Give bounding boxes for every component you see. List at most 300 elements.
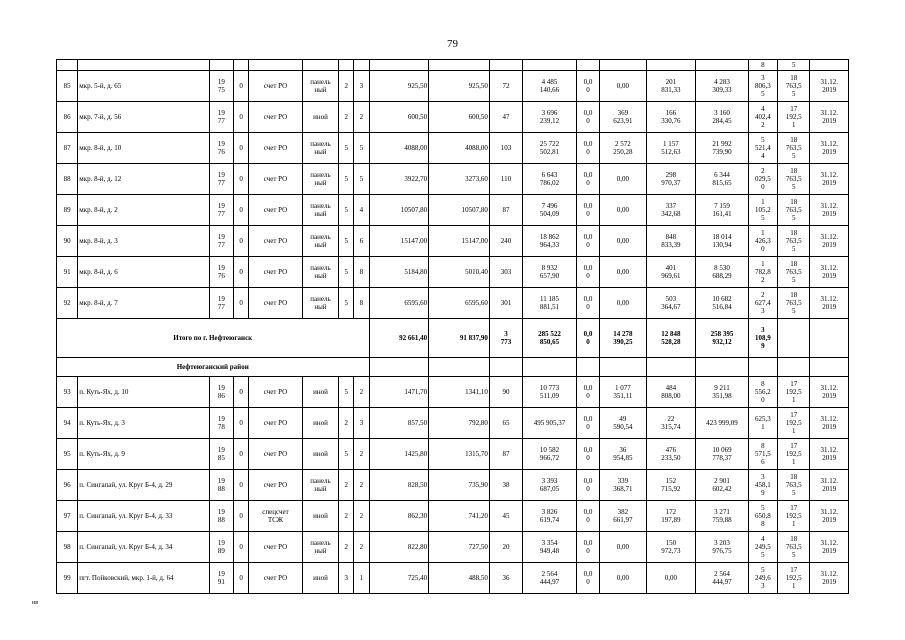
table-row xyxy=(57,288,849,319)
empty-cell xyxy=(489,358,522,377)
max-unit-cost-cell: 18 763,5 5 xyxy=(778,257,810,288)
fund-method-cell: счет РО xyxy=(249,288,303,319)
total-area-cell: 828,50 xyxy=(369,470,429,501)
zero-value-cell: 0 xyxy=(233,377,248,408)
table-row xyxy=(57,133,849,164)
unit-cost-cell: 5 521,4 4 xyxy=(748,133,777,164)
entrances-cell: 3 xyxy=(354,71,369,102)
zero-value-cell: 0 xyxy=(233,470,248,501)
total-cost-cell: 495 905,37 xyxy=(523,408,577,439)
unit-cost-cell: 5 650,8 8 xyxy=(748,501,777,532)
table-row xyxy=(57,377,849,408)
total-label: Итого по г. Нефтеюганск xyxy=(57,319,370,358)
total-area-cell: 857,50 xyxy=(369,408,429,439)
residents-cell: 87 xyxy=(489,439,522,470)
empty-cell xyxy=(429,358,490,377)
floors-cell: 5 xyxy=(339,195,354,226)
zero-value-cell: 0 xyxy=(233,501,248,532)
residents-cell: 65 xyxy=(489,408,522,439)
total-cost-cell: 2 564 444,97 xyxy=(523,563,577,594)
total-cost-cell: 3 393 687,05 xyxy=(523,470,577,501)
municipal-funds-cell: 150 972,73 xyxy=(646,532,696,563)
wall-material-cell: панель ный xyxy=(302,470,338,501)
federal-funds-cell: 0,0 0 xyxy=(576,532,599,563)
build-year-cell: 19 85 xyxy=(209,439,233,470)
entrances-cell: 2 xyxy=(354,532,369,563)
federal-funds-cell: 0,0 0 xyxy=(576,164,599,195)
zero-value-cell: 0 xyxy=(233,71,248,102)
total-cost-cell: 10 773 511,09 xyxy=(523,377,577,408)
entrances-cell: 2 xyxy=(354,377,369,408)
total-area-cell: 4088,00 xyxy=(369,133,429,164)
municipal-funds-cell: 401 969,61 xyxy=(646,257,696,288)
owner-funds-cell: 2 572 250,28 xyxy=(600,133,647,164)
floors-cell: 5 xyxy=(339,133,354,164)
entrances-cell: 5 xyxy=(354,164,369,195)
continuation-row xyxy=(57,60,849,71)
living-area-cell: 741,20 xyxy=(429,501,490,532)
entrances-cell: 2 xyxy=(354,470,369,501)
build-year-cell: 19 75 xyxy=(209,71,233,102)
total-row xyxy=(57,319,849,358)
wall-material-cell: иной xyxy=(302,501,338,532)
regional-funds-cell: 10 682 516,84 xyxy=(696,288,749,319)
living-area-cell: 727,50 xyxy=(429,532,490,563)
build-year-cell: 19 88 xyxy=(209,470,233,501)
empty-cell xyxy=(646,358,696,377)
federal-funds-cell: 0,0 0 xyxy=(576,501,599,532)
build-year-cell: 19 89 xyxy=(209,532,233,563)
max-unit-cost-cell: 17 192,5 1 xyxy=(778,377,810,408)
entrances-cell: 1 xyxy=(354,563,369,594)
row-number-cell: 94 xyxy=(57,408,78,439)
unit-cost-cell: 3 806,3 5 xyxy=(748,71,777,102)
regional-funds-cell: 3 160 284,45 xyxy=(696,102,749,133)
wall-material-cell: панель ный xyxy=(302,288,338,319)
entrances-cell: 8 xyxy=(354,257,369,288)
build-year-cell: 19 77 xyxy=(209,288,233,319)
completion-date-cell: 31.12. 2019 xyxy=(810,470,849,501)
owner-funds-cell: 0,00 xyxy=(600,532,647,563)
total-cost-cell: 10 582 966,72 xyxy=(523,439,577,470)
empty-cell xyxy=(576,358,599,377)
address-cell: мкр. 8-й, д. 10 xyxy=(78,133,209,164)
total-owner-cell: 14 278 390,25 xyxy=(600,319,647,358)
table-row xyxy=(57,164,849,195)
address-cell: мкр. 8-й, д. 3 xyxy=(78,226,209,257)
total-residents-cell: 3 773 xyxy=(489,319,522,358)
max-unit-cost-cell: 17 192,5 1 xyxy=(778,408,810,439)
regional-funds-cell: 7 159 161,41 xyxy=(696,195,749,226)
address-cell: п. Куть-Ях, д. 9 xyxy=(78,439,209,470)
row-number-cell: 85 xyxy=(57,71,78,102)
floors-cell: 5 xyxy=(339,377,354,408)
floors-cell: 2 xyxy=(339,532,354,563)
unit-cost-cell: 8 556,2 0 xyxy=(748,377,777,408)
owner-funds-cell: 0,00 xyxy=(600,563,647,594)
completion-date-cell: 31.12. 2019 xyxy=(810,71,849,102)
owner-funds-cell: 0,00 xyxy=(600,71,647,102)
residents-cell: 240 xyxy=(489,226,522,257)
address-cell: п. Куть-Ях, д. 3 xyxy=(78,408,209,439)
regional-funds-cell: 2 901 602,42 xyxy=(696,470,749,501)
federal-funds-cell: 0,0 0 xyxy=(576,71,599,102)
max-unit-cost-cell: 17 192,5 1 xyxy=(778,439,810,470)
max-unit-cost-cell: 18 763,5 5 xyxy=(778,470,810,501)
entrances-cell: 6 xyxy=(354,226,369,257)
row-number-cell: 89 xyxy=(57,195,78,226)
row-number-cell: 95 xyxy=(57,439,78,470)
row-number-cell: 96 xyxy=(57,470,78,501)
owner-funds-cell: 369 623,91 xyxy=(600,102,647,133)
register-table xyxy=(56,59,849,594)
regional-funds-cell: 2 564 444,97 xyxy=(696,563,749,594)
section-title: Нефтеюганский район xyxy=(57,358,370,377)
row-number-cell: 93 xyxy=(57,377,78,408)
entrances-cell: 5 xyxy=(354,133,369,164)
floors-cell: 3 xyxy=(339,563,354,594)
floors-cell: 2 xyxy=(339,408,354,439)
living-area-cell: 792,80 xyxy=(429,408,490,439)
fund-method-cell: счет РО xyxy=(249,164,303,195)
residents-cell: 20 xyxy=(489,532,522,563)
municipal-funds-cell: 848 833,39 xyxy=(646,226,696,257)
living-area-cell: 1315,70 xyxy=(429,439,490,470)
residents-cell: 38 xyxy=(489,470,522,501)
total-cost-cell: 6 643 786,02 xyxy=(523,164,577,195)
total-area-cell: 822,80 xyxy=(369,532,429,563)
fund-method-cell: счет РО xyxy=(249,563,303,594)
wall-material-cell: иной xyxy=(302,439,338,470)
row-number-cell: 99 xyxy=(57,563,78,594)
max-unit-cost-cell: 18 763,5 5 xyxy=(778,532,810,563)
completion-date-cell: 31.12. 2019 xyxy=(810,195,849,226)
completion-date-cell: 31.12. 2019 xyxy=(810,501,849,532)
empty-cell xyxy=(810,358,849,377)
empty-cell xyxy=(810,319,849,358)
completion-date-cell: 31.12. 2019 xyxy=(810,257,849,288)
total-cost-cell: 7 496 504,09 xyxy=(523,195,577,226)
total-cost-cell: 285 522 850,65 xyxy=(523,319,577,358)
owner-funds-cell: 0,00 xyxy=(600,164,647,195)
total-area-cell: 10507,80 xyxy=(369,195,429,226)
wall-material-cell: панель ный xyxy=(302,71,338,102)
total-municipal-cell: 12 848 528,28 xyxy=(646,319,696,358)
regional-funds-cell: 6 344 815,65 xyxy=(696,164,749,195)
floors-cell: 2 xyxy=(339,71,354,102)
table-row xyxy=(57,257,849,288)
table-row xyxy=(57,71,849,102)
row-number-cell: 86 xyxy=(57,102,78,133)
address-cell: мкр. 8-й, д. 6 xyxy=(78,257,209,288)
total-regional-cell: 258 395 932,12 xyxy=(696,319,749,358)
row-number-cell: 88 xyxy=(57,164,78,195)
zero-value-cell: 0 xyxy=(233,102,248,133)
completion-date-cell: 31.12. 2019 xyxy=(810,288,849,319)
page-number: 79 xyxy=(447,38,458,50)
empty-cell xyxy=(600,358,647,377)
unit-cost-cell: 625,3 1 xyxy=(748,408,777,439)
municipal-funds-cell: 1 157 512,63 xyxy=(646,133,696,164)
row-number-cell: 92 xyxy=(57,288,78,319)
federal-funds-cell: 0,0 0 xyxy=(576,439,599,470)
regional-funds-cell: 9 211 351,98 xyxy=(696,377,749,408)
build-year-cell: 19 91 xyxy=(209,563,233,594)
continuation-cell: 8 xyxy=(748,60,777,71)
fund-method-cell: счет РО xyxy=(249,377,303,408)
wall-material-cell: иной xyxy=(302,563,338,594)
total-area-cell: 6595,60 xyxy=(369,288,429,319)
wall-material-cell: иной xyxy=(302,408,338,439)
fund-method-cell: счет РО xyxy=(249,226,303,257)
total-area-cell: 3922,70 xyxy=(369,164,429,195)
floors-cell: 5 xyxy=(339,226,354,257)
fund-method-cell: счет РО xyxy=(249,102,303,133)
unit-cost-cell: 1 105,2 5 xyxy=(748,195,777,226)
wall-material-cell: панель ный xyxy=(302,532,338,563)
table-row xyxy=(57,102,849,133)
entrances-cell: 2 xyxy=(354,439,369,470)
row-number-cell: 91 xyxy=(57,257,78,288)
address-cell: мкр. 5-й, д. 65 xyxy=(78,71,209,102)
zero-value-cell: 0 xyxy=(233,439,248,470)
living-area-cell: 4088,00 xyxy=(429,133,490,164)
unit-cost-cell: 8 571,5 6 xyxy=(748,439,777,470)
entrances-cell: 3 xyxy=(354,408,369,439)
total-cost-cell: 8 932 657,90 xyxy=(523,257,577,288)
regional-funds-cell: 18 014 130,94 xyxy=(696,226,749,257)
max-unit-cost-cell: 18 763,5 5 xyxy=(778,288,810,319)
residents-cell: 103 xyxy=(489,133,522,164)
total-area-cell: 1471,70 xyxy=(369,377,429,408)
zero-value-cell: 0 xyxy=(233,563,248,594)
regional-funds-cell: 3 271 759,88 xyxy=(696,501,749,532)
address-cell: п. Сингапай, ул. Круг Б-4, д. 29 xyxy=(78,470,209,501)
wall-material-cell: панель ный xyxy=(302,164,338,195)
empty-cell xyxy=(523,358,577,377)
total-cost-cell: 3 354 949,48 xyxy=(523,532,577,563)
residents-cell: 87 xyxy=(489,195,522,226)
completion-date-cell: 31.12. 2019 xyxy=(810,226,849,257)
floors-cell: 2 xyxy=(339,102,354,133)
total-cost-cell: 11 185 881,51 xyxy=(523,288,577,319)
residents-cell: 90 xyxy=(489,377,522,408)
continuation-cell: 5 xyxy=(778,60,810,71)
municipal-funds-cell: 0,00 xyxy=(646,563,696,594)
wall-material-cell: панель ный xyxy=(302,195,338,226)
empty-cell xyxy=(696,358,749,377)
municipal-funds-cell: 166 330,76 xyxy=(646,102,696,133)
table-row xyxy=(57,563,849,594)
total-cost-cell: 4 485 140,66 xyxy=(523,71,577,102)
wall-material-cell: иной xyxy=(302,377,338,408)
residents-cell: 110 xyxy=(489,164,522,195)
municipal-funds-cell: 22 315,74 xyxy=(646,408,696,439)
section-row xyxy=(57,358,849,377)
total-area-cell: 5184,80 xyxy=(369,257,429,288)
total-cost-cell: 3 696 239,12 xyxy=(523,102,577,133)
owner-funds-cell: 339 368,71 xyxy=(600,470,647,501)
living-area-cell: 1341,10 xyxy=(429,377,490,408)
owner-funds-cell: 0,00 xyxy=(600,288,647,319)
unit-cost-cell: 2 029,5 0 xyxy=(748,164,777,195)
fund-method-cell: счет РО xyxy=(249,439,303,470)
max-unit-cost-cell: 18 763,5 5 xyxy=(778,195,810,226)
federal-funds-cell: 0,0 0 xyxy=(576,195,599,226)
completion-date-cell: 31.12. 2019 xyxy=(810,133,849,164)
living-area-cell: 735,90 xyxy=(429,470,490,501)
total-cost-cell: 3 826 619,74 xyxy=(523,501,577,532)
owner-funds-cell: 0,00 xyxy=(600,195,647,226)
federal-funds-cell: 0,0 0 xyxy=(576,470,599,501)
wall-material-cell: панель ный xyxy=(302,226,338,257)
floors-cell: 5 xyxy=(339,439,354,470)
entrances-cell: 4 xyxy=(354,195,369,226)
owner-funds-cell: 49 590,54 xyxy=(600,408,647,439)
residents-cell: 72 xyxy=(489,71,522,102)
total-area-cell: 600,50 xyxy=(369,102,429,133)
zero-value-cell: 0 xyxy=(233,133,248,164)
address-cell: мкр. 8-й, д. 7 xyxy=(78,288,209,319)
completion-date-cell: 31.12. 2019 xyxy=(810,563,849,594)
build-year-cell: 19 76 xyxy=(209,257,233,288)
fund-method-cell: счет РО xyxy=(249,257,303,288)
zero-value-cell: 0 xyxy=(233,226,248,257)
build-year-cell: 19 88 xyxy=(209,501,233,532)
living-area-cell: 6595,60 xyxy=(429,288,490,319)
unit-cost-cell: 5 249,6 3 xyxy=(748,563,777,594)
table-row xyxy=(57,226,849,257)
zero-value-cell: 0 xyxy=(233,257,248,288)
row-number-cell: 90 xyxy=(57,226,78,257)
empty-cell xyxy=(748,358,777,377)
zero-value-cell: 0 xyxy=(233,288,248,319)
regional-funds-cell: 3 203 976,75 xyxy=(696,532,749,563)
living-area-cell: 3273,60 xyxy=(429,164,490,195)
entrances-cell: 2 xyxy=(354,501,369,532)
table-row xyxy=(57,408,849,439)
fund-method-cell: счет РО xyxy=(249,71,303,102)
floors-cell: 5 xyxy=(339,288,354,319)
municipal-funds-cell: 337 342,68 xyxy=(646,195,696,226)
owner-funds-cell: 1 077 351,11 xyxy=(600,377,647,408)
completion-date-cell: 31.12. 2019 xyxy=(810,102,849,133)
row-number-cell: 98 xyxy=(57,532,78,563)
address-cell: пгт. Пойковский, мкр. 1-й, д. 64 xyxy=(78,563,209,594)
table-row xyxy=(57,439,849,470)
municipal-funds-cell: 172 197,89 xyxy=(646,501,696,532)
build-year-cell: 19 77 xyxy=(209,226,233,257)
zero-value-cell: 0 xyxy=(233,532,248,563)
address-cell: п. Куть-Ях, д. 10 xyxy=(78,377,209,408)
fund-method-cell: счет РО xyxy=(249,532,303,563)
federal-funds-cell: 0,0 0 xyxy=(576,408,599,439)
owner-funds-cell: 0,00 xyxy=(600,257,647,288)
federal-funds-cell: 0,0 0 xyxy=(576,257,599,288)
federal-funds-cell: 0,0 0 xyxy=(576,563,599,594)
completion-date-cell: 31.12. 2019 xyxy=(810,164,849,195)
federal-funds-cell: 0,0 0 xyxy=(576,133,599,164)
regional-funds-cell: 4 283 309,33 xyxy=(696,71,749,102)
entrances-cell: 2 xyxy=(354,102,369,133)
municipal-funds-cell: 298 970,37 xyxy=(646,164,696,195)
wall-material-cell: иной xyxy=(302,102,338,133)
address-cell: мкр. 8-й, д. 12 xyxy=(78,164,209,195)
entrances-cell: 8 xyxy=(354,288,369,319)
floors-cell: 2 xyxy=(339,470,354,501)
address-cell: мкр. 8-й, д. 2 xyxy=(78,195,209,226)
wall-material-cell: панель ный xyxy=(302,257,338,288)
regional-funds-cell: 21 992 739,90 xyxy=(696,133,749,164)
build-year-cell: 19 77 xyxy=(209,102,233,133)
empty-cell xyxy=(369,358,429,377)
federal-funds-cell: 0,0 0 xyxy=(576,377,599,408)
federal-funds-cell: 0,0 0 xyxy=(576,226,599,257)
address-cell: мкр. 7-й, д. 56 xyxy=(78,102,209,133)
max-unit-cost-cell: 18 763,5 5 xyxy=(778,133,810,164)
federal-funds-cell: 0,0 0 xyxy=(576,288,599,319)
living-area-cell: 10507,80 xyxy=(429,195,490,226)
empty-cell xyxy=(778,319,810,358)
owner-funds-cell: 382 661,97 xyxy=(600,501,647,532)
max-unit-cost-cell: 18 763,5 5 xyxy=(778,226,810,257)
unit-cost-cell: 1 426,3 0 xyxy=(748,226,777,257)
living-area-cell: 15147,00 xyxy=(429,226,490,257)
total-area-cell: 725,40 xyxy=(369,563,429,594)
table-row xyxy=(57,501,849,532)
total-area-cell: 1425,80 xyxy=(369,439,429,470)
completion-date-cell: 31.12. 2019 xyxy=(810,377,849,408)
build-year-cell: 19 77 xyxy=(209,195,233,226)
municipal-funds-cell: 484 808,00 xyxy=(646,377,696,408)
residents-cell: 303 xyxy=(489,257,522,288)
total-cost-cell: 25 722 502,81 xyxy=(523,133,577,164)
owner-funds-cell: 0,00 xyxy=(600,226,647,257)
zero-value-cell: 0 xyxy=(233,195,248,226)
table-row xyxy=(57,470,849,501)
zero-value-cell: 0 xyxy=(233,164,248,195)
completion-date-cell: 31.12. 2019 xyxy=(810,532,849,563)
owner-funds-cell: 36 954,85 xyxy=(600,439,647,470)
wall-material-cell: панель ный xyxy=(302,133,338,164)
total-area-cell: 925,50 xyxy=(369,71,429,102)
total-cost-cell: 18 862 964,33 xyxy=(523,226,577,257)
zero-value-cell: 0 xyxy=(233,408,248,439)
floors-cell: 2 xyxy=(339,501,354,532)
table-row xyxy=(57,532,849,563)
total-unit-cost-cell: 3 108,9 9 xyxy=(748,319,777,358)
table-row xyxy=(57,195,849,226)
unit-cost-cell: 1 782,8 2 xyxy=(748,257,777,288)
total-area-cell: 15147,00 xyxy=(369,226,429,257)
max-unit-cost-cell: 17 192,5 1 xyxy=(778,102,810,133)
living-area-cell: 5010,40 xyxy=(429,257,490,288)
fund-method-cell: счет РО xyxy=(249,195,303,226)
build-year-cell: 19 77 xyxy=(209,164,233,195)
total-living-area-cell: 91 837,90 xyxy=(429,319,490,358)
municipal-funds-cell: 201 831,33 xyxy=(646,71,696,102)
build-year-cell: 19 76 xyxy=(209,133,233,164)
municipal-funds-cell: 152 715,92 xyxy=(646,470,696,501)
unit-cost-cell: 4 249,5 5 xyxy=(748,532,777,563)
residents-cell: 45 xyxy=(489,501,522,532)
regional-funds-cell: 10 069 778,37 xyxy=(696,439,749,470)
completion-date-cell: 31.12. 2019 xyxy=(810,408,849,439)
total-federal-cell: 0,0 0 xyxy=(576,319,599,358)
living-area-cell: 925,50 xyxy=(429,71,490,102)
municipal-funds-cell: 503 364,67 xyxy=(646,288,696,319)
total-area-cell: 92 661,40 xyxy=(369,319,429,358)
